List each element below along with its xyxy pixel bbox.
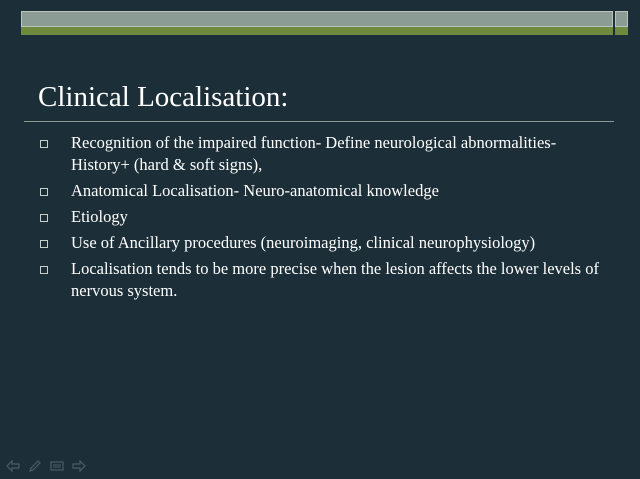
title-divider [24, 121, 614, 122]
slideshow-nav [4, 459, 88, 473]
square-bullet-icon [40, 188, 48, 196]
back-arrow-icon[interactable] [4, 459, 22, 473]
bullet-text: Use of Ancillary procedures (neuroimaging, clinical neurophysiology) [71, 233, 536, 252]
bullet-item [37, 206, 612, 228]
accent-bar [21, 27, 613, 35]
pen-icon[interactable] [26, 459, 44, 473]
square-bullet-icon [40, 266, 48, 274]
bullet-text: Recognition of the impaired function- Define neurological abnormalities- History+ (hard & soft signs), [71, 133, 557, 174]
slide-title: Clinical Localisation: [38, 81, 289, 113]
bullet-item [37, 132, 612, 176]
bullet-item [37, 258, 612, 302]
square-bullet-icon [40, 140, 48, 148]
bullet-list [37, 132, 612, 306]
bullet-text: Localisation tends to be more precise when the lesion affects the lower levels of nervous system. [71, 259, 599, 300]
header-bar-end [615, 11, 628, 27]
bullet-item [37, 232, 612, 254]
square-bullet-icon [40, 240, 48, 248]
bullet-text: Anatomical Localisation- Neuro-anatomical knowledge [71, 181, 439, 200]
forward-arrow-icon[interactable] [70, 459, 88, 473]
bullet-text: Etiology [71, 207, 128, 226]
bullet-item [37, 180, 612, 202]
accent-bar-end [615, 27, 628, 35]
header-bar [21, 11, 613, 27]
square-bullet-icon [40, 214, 48, 222]
slides-menu-icon[interactable] [48, 459, 66, 473]
